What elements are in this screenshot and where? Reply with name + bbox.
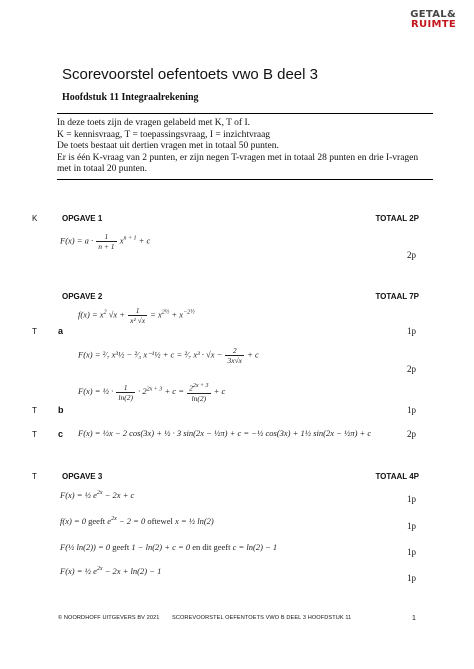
logo-line-2: RUIMTE	[411, 19, 456, 30]
intro-bottom-rule	[57, 179, 433, 180]
subquestion-a-points-1: 1p	[407, 326, 416, 336]
question-type-tag: T	[32, 327, 37, 336]
opgave-1-points: 2p	[407, 250, 416, 260]
opgave-3-total: TOTAAL 4P	[375, 472, 419, 481]
publisher-logo	[410, 10, 456, 30]
opgave-3-heading: OPGAVE 3	[62, 472, 103, 481]
footer-document-title: SCOREVOORSTEL OEFENTOETS VWO B DEEL 3 HOOFDSTUK 11	[172, 615, 352, 621]
opgave-2-given-function: $f(x) = x^2$ √x + $\frac{1}{\text{x² √x}}$ = $x^{2\frac{1}{2}} + x^{-2\frac{1}{2}}$	[78, 306, 195, 325]
subquestion-b-points: 1p	[407, 405, 416, 415]
opgave-3-step-4: F(x) = ½ $e^{2x} - 2x + \ln(2) - 1$	[60, 566, 162, 576]
subquestion-a-points-2: 2p	[407, 364, 416, 374]
logo-line-1: GETAL&	[410, 9, 456, 20]
subquestion-b-answer: F(x) = ½ · $\frac{1}{\ln(2)}$ · $2^{2x + 3} + c$ = $\frac{2^{2x + 3}}{\ln(2)}$ + c	[78, 382, 226, 403]
opgave-3-points-2: 1p	[407, 521, 416, 531]
subquestion-a-answer: F(x) = ²⁄₇ x³½ − ²⁄₃ x⁻¹½ + c = ²⁄₇ x³ · √x − $\frac{2}{3x√x}$ + c	[78, 346, 259, 365]
intro-line: In deze toets zijn de vragen gelabeld met K, T of I.	[57, 118, 251, 128]
chapter-heading: Hoofdstuk 11 Integraalrekening	[62, 92, 199, 103]
opgave-2-heading: OPGAVE 2	[62, 292, 103, 301]
opgave-3-points-3: 1p	[407, 547, 416, 557]
opgave-3-points-1: 1p	[407, 494, 416, 504]
opgave-1-formula: F(x) = a · $\frac{1}{n + 1}$ $x^{n + 1} + c$	[60, 232, 151, 251]
opgave-1-heading: OPGAVE 1	[62, 214, 103, 223]
intro-line: met in totaal 20 punten.	[57, 164, 147, 175]
intro-top-rule	[57, 113, 433, 114]
intro-text	[57, 118, 433, 176]
footer-copyright: © NOORDHOFF UITGEVERS BV 2021	[58, 615, 160, 621]
opgave-2-total: TOTAAL 7P	[375, 292, 419, 301]
intro-line: De toets bestaat uit dertien vragen met in totaal 50 punten.	[57, 141, 279, 152]
intro-line: K = kennisvraag, T = toepassingsvraag, I = inzichtvraag	[57, 129, 271, 140]
subquestion-c-label: c	[58, 429, 64, 439]
question-type-tag: T	[32, 406, 37, 415]
opgave-3-points-4: 1p	[407, 573, 416, 583]
subquestion-c-points: 2p	[407, 429, 416, 439]
subquestion-a-label: a	[58, 326, 64, 336]
question-type-tag: T	[32, 430, 37, 439]
footer-page-number: 1	[412, 615, 416, 622]
intro-line: Er is één K-vraag van 2 punten, er zijn negen T-vragen met in totaal 28 punten en drie I-vragen	[57, 152, 419, 163]
question-type-tag: T	[32, 472, 37, 481]
opgave-3-step-3: F(½ ln(2)) = 0 geeft 1 − ln(2) + c = 0 en dit geeft c = ln(2) − 1	[60, 542, 278, 552]
opgave-3-step-2: f(x) = 0 geeft $e^{2x} - 2 = 0$ oftewel x = ½ ln(2)	[60, 516, 214, 526]
question-type-tag: K	[32, 214, 38, 223]
opgave-3-step-1: F(x) = ½ $e^{2x} - 2x + c$	[60, 490, 135, 500]
subquestion-c-answer: F(x) = ½x − 2 cos(3x) + ½ · 3 sin(2x − ½π) + c = −½ cos(3x) + 1½ sin(2x − ½π) + c	[78, 428, 372, 438]
opgave-1-total: TOTAAL 2P	[375, 214, 419, 223]
subquestion-b-label: b	[58, 405, 64, 415]
page-title: Scorevoorstel oefentoets vwo B deel 3	[62, 66, 318, 83]
